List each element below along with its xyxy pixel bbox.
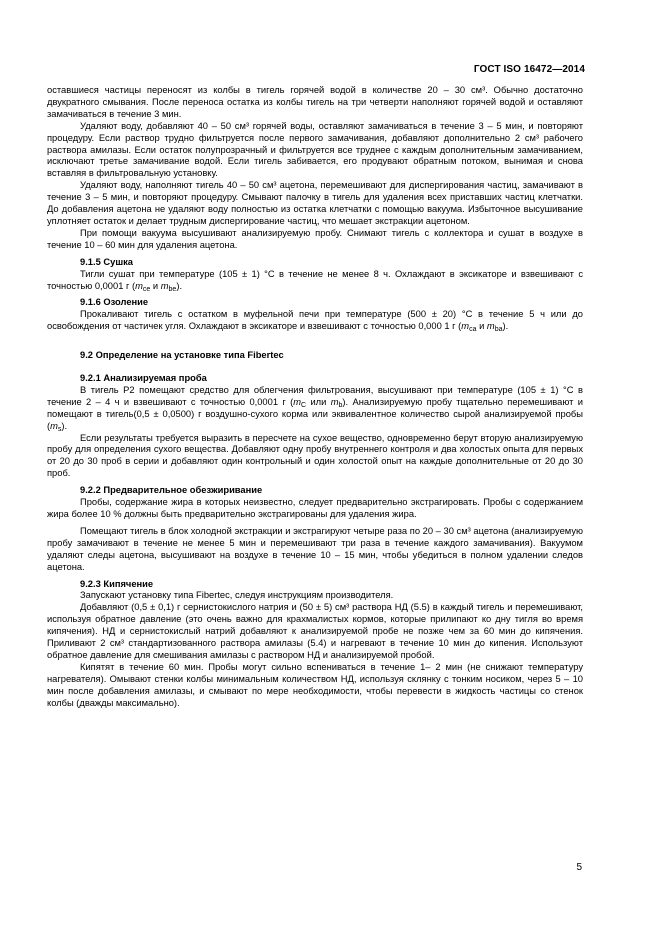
paragraph (47, 309, 583, 333)
symbol-subscript: C (301, 401, 307, 409)
text-run: или (306, 396, 331, 407)
text-run: ). (176, 280, 183, 291)
page-content (47, 85, 583, 710)
paragraph: Если результаты требуется выразить в пересчете на сухое вещество, одновременно берут вторую анализируемую пробу для определения сухого вещества. Добавляют одну пробу внутреннего контроля и два холостых опыта для первых от 20 до 30 проб в серии и добавляют один контрольный и один холостой опыт на каждые дополнительные от 20 до 30 проб. (47, 432, 583, 479)
text-run: ). Анализируемую пробу тщательно перемешивают и помещают в тигель(0,5 ± 0,0500) г воздушно-сухого корма или эквивалентное количество сырой анализируемой пробы ( (47, 396, 583, 431)
paragraph: Добавляют (0,5 ± 0,1) г сернистокислого натрия и (50 ± 5) см³ раствора НД (5.5) в каждый тигель и перемешивают, используя обратное давление (это очень важно для крахмалистых кормов, которые прилипают ко дну тигля во время кипячения). НД и сернистокислый натрий добавляют к анализируемой пробе не позже чем за 60 мин до кипячения. Приливают 2 см³ стандартизованного раствора амилазы (5.4) и нагревают в течение 10 мин до кипения. Используют обратное давление для смешивания амилазы с раствором НД и анализируемой пробой. (47, 602, 583, 660)
symbol-m: m (293, 396, 302, 407)
symbol-m: m (50, 420, 58, 431)
symbol-m: m (486, 321, 495, 332)
paragraph: Удаляют воду, наполняют тигель 40 – 50 см³ ацетона, перемешивают для диспергирования частиц, замачивают в течение 3 – 5 мин, и повторяют процедуру. Смывают палочку в тигель для удаления всех приставших частиц клетчатки. До добавления ацетона не удаляют воду полностью из остатка клетчатки с помощью вакуума. Избыточное высушивание уплотняет остаток и делает трудным диспергирование частиц, что мешает экстракции ацетоном. (47, 180, 583, 226)
paragraph: Кипятят в течение 60 мин. Пробы могут сильно вспениваться в течение 1– 2 мин (не снижают температуру нагревателя). Омывают стенки колбы минимальным количеством НД, используя склянку с тонким носиком, через 5 – 10 мин после добавления амилазы, и смывают по мере необходимости, чтобы перевести в жидкость частицы со стенок колбы (дважды максимально). (47, 661, 583, 708)
section-heading-9-2-2: 9.2.2 Предварительное обезжиривание (80, 485, 263, 496)
paragraph: При помощи вакуума высушивают анализируемую пробу. Снимают тигель с коллектора и сушат в воздухе в течение 10 – 60 мин для удаления ацетона. (47, 227, 583, 250)
text-run: ). (61, 420, 68, 431)
section-heading-9-2-3: 9.2.3 Кипячение (80, 578, 154, 589)
symbol-m: m (160, 280, 169, 291)
paragraph: Удаляют воду, добавляют 40 – 50 см³ горячей воды, оставляют замачиваться в течение 3 – 5 мин, и повторяют процедуру. Если раствор трудно фильтруется после первого замачивания, добавляют дополнительно 2 см³ рабочего раствора амилазы. Если остаток полупрозрачный и фильтруется все труднее с каждым дополнительным замачиванием, исключают третье замачивание водой. Если тигель забивается, его продувают обратным потоком, вынимая и снова вставляя в фильтровальную установку. (47, 120, 583, 179)
text-run: и (150, 280, 161, 291)
paragraph: Запускают установку типа Fibertec, следуя инструкциям производителя. (80, 590, 394, 601)
section-heading-9-2-1: 9.2.1 Анализируемая проба (80, 373, 207, 384)
standard-header: ГОСТ ISO 16472—2014 (473, 64, 585, 75)
paragraph: Пробы, содержание жира в которых неизвестно, следует предварительно экстрагировать. Пробы с содержанием жира более 10 % должны быть предварительно экстрагированы для удаления жира. (47, 497, 583, 519)
symbol-subscript: b (338, 401, 343, 409)
text-run: ). (502, 321, 509, 332)
text-run: Прокаливают тигель с остатком в муфельной печи при температуре (500 ± 20) °С в течение 5 ч или до освобождения от частичек угля. Охлаждают в эксикаторе и взвешивают с точностью 0,000 1 г ( (47, 309, 583, 332)
symbol-subscript: be (168, 285, 177, 293)
text-run: и (476, 321, 487, 332)
paragraph (47, 385, 583, 433)
symbol-subscript: ce (142, 285, 151, 293)
text-run: В тигель Р2 помещают средство для облегчения фильтрования, высушивают при температуре (105 ± 1) °С в течение 2 – 4 ч и взвешивают с точностью 0,0001 г ( (47, 384, 583, 407)
text-run: Тигли сушат при температуре (105 ± 1) °С в течение не менее 8 ч. Охлаждают в эксикаторе и взвешивают с точностью 0,0001 г ( (47, 268, 583, 291)
symbol-m: m (330, 396, 339, 407)
symbol-subscript: ca (469, 326, 477, 334)
symbol-subscript: ba (494, 326, 503, 334)
section-heading-9-1-6: 9.1.6 Озоление (80, 297, 149, 308)
page-number: 5 (576, 862, 582, 873)
section-heading-9-1-5: 9.1.5 Сушка (80, 256, 133, 267)
paragraph: Помещают тигель в блок холодной экстракции и экстрагируют четыре раза по 20 – 30 см³ ацетона (анализируемую пробу замачивают в течение не менее 5 мин и перемешивают три раза в течение каждого замачивания). Вакуумом удаляют следы ацетона, высушивают на воздухе в течение 10 – 15 мин, чтобы убедиться в полном удалении следов ацетона. (47, 525, 583, 572)
symbol-subscript: s (57, 425, 62, 433)
paragraph: оставшиеся частицы переносят из колбы в тигель горячей водой в количестве 20 – 30 см³. Обычно достаточно двукратного смывания. После переноса остатка из колбы тигель на три четверти наполняют горячей водой и оставляют замачиваться в течение 3 мин. (47, 85, 583, 119)
symbol-m: m (135, 280, 143, 291)
symbol-m: m (461, 321, 470, 332)
section-heading-9-2: 9.2 Определение на установке типа Fibertec (80, 350, 284, 361)
paragraph (47, 269, 583, 293)
